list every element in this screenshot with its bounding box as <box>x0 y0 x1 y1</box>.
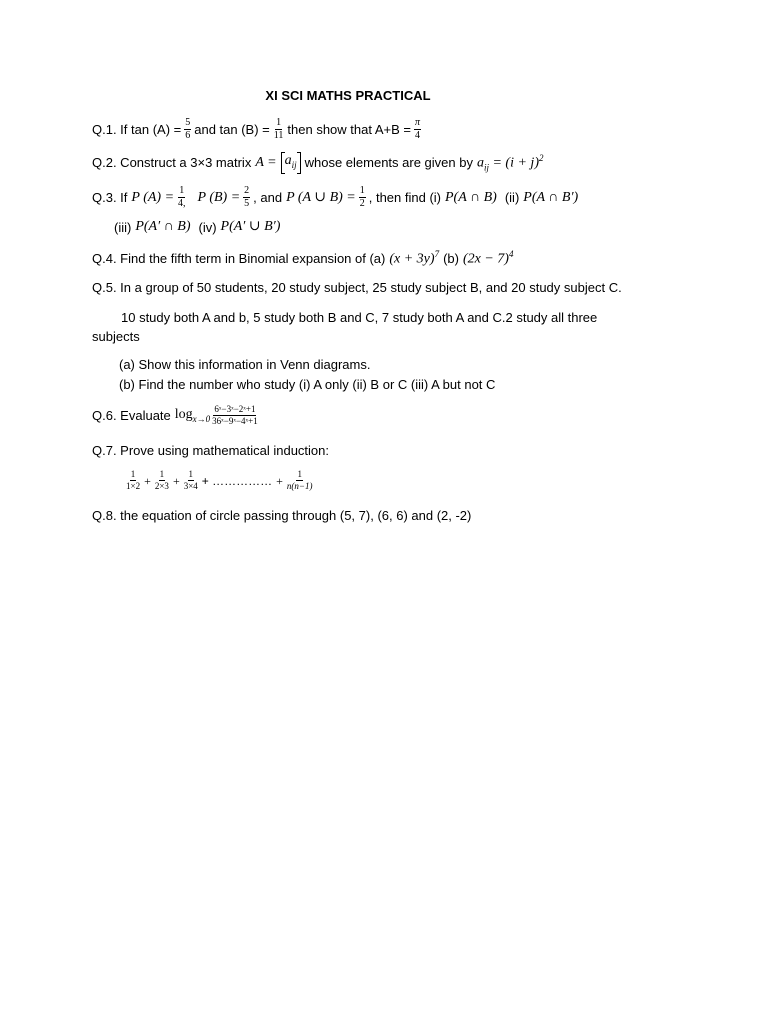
q3-part-iii: P(A′ ∩ B) <box>135 219 191 234</box>
question-3 <box>92 186 578 209</box>
q1-fraction-tan-b: $\frac{1}{11}$ <box>273 117 284 141</box>
q2-rule: $a_{ij} = (i + j)^2$ <box>476 152 544 173</box>
q1-mid: and tan (B) = <box>194 122 270 137</box>
question-1 <box>92 118 424 141</box>
q4-expr-b: $(2x - 7)^4$ <box>462 249 514 267</box>
q2-matrix-bracket: $a_{ij}$ <box>281 152 301 174</box>
q2-prefix: Q.2. Construct a 3×3 matrix <box>92 155 252 171</box>
question-6 <box>92 405 262 426</box>
question-5-line-2: 10 study both A and b, 5 study both B and C, 7 study both A and C.2 study all three <box>121 310 598 325</box>
question-5-part-a: (a) Show this information in Venn diagrams. <box>119 357 371 372</box>
q3-find: , then find (i) <box>368 190 441 205</box>
q1-tail: then show that A+B = <box>287 122 411 137</box>
q3-part-i: P(A ∩ B) <box>445 189 497 205</box>
q7-dots: + …………… <box>201 473 273 488</box>
q1-fraction-pi: $\frac{\pi}{4}$ <box>415 117 421 141</box>
q3-prefix: Q.3. If <box>92 190 128 205</box>
page-title: XI SCI MATHS PRACTICAL <box>265 88 431 103</box>
q3-pu: P (A ∪ B) = <box>286 189 356 205</box>
question-8: Q.8. the equation of circle passing through (5, 7), (6, 6) and (2, -2) <box>92 508 472 523</box>
q4-expr-a: $(x + 3y)^7$ <box>389 249 440 267</box>
q2-mid: whose elements are given by <box>304 155 473 171</box>
q4-prefix: Q.4. Find the fifth term in Binomial expansion of (a) <box>92 250 386 266</box>
question-4 <box>92 250 513 267</box>
q6-prefix: Q.6. Evaluate <box>92 408 171 423</box>
q3-ii-label: (ii) <box>504 190 520 205</box>
q3-fraction-pu: $\frac{1}{2}$ <box>359 185 365 209</box>
q3-fraction-pa: $\frac{1}{4,}$ <box>178 185 186 209</box>
question-7: Q.7. Prove using mathematical induction: <box>92 443 330 458</box>
q1-fraction-tan-a: $\frac{5}{6}$ <box>185 117 191 141</box>
q3-iv-label: (iv) <box>198 219 217 235</box>
q2-matrix-var: A = <box>255 154 277 170</box>
question-5-line-3: subjects <box>92 329 140 344</box>
q6-log: $\log_{x\to 0}$ <box>174 406 211 424</box>
question-7-series: $\frac{1}{1\times 2}$ + $\frac{1}{2\times 3}$ + $\frac{1}{3\times 4}$ + …………… + $\frac{1}{n(n-1)}$ <box>126 469 313 491</box>
q3-pa: P (A) = <box>131 189 175 205</box>
q7-term-3: $\frac{1}{3\times 4}$ <box>183 469 198 491</box>
question-5-part-b: (b) Find the number who study (i) A only (ii) B or C (iii) A but not C <box>119 377 496 392</box>
q3-iii-label: (iii) <box>114 219 132 235</box>
q1-prefix: Q.1. If tan (A) = <box>92 122 182 137</box>
q4-b-label: (b) <box>443 250 459 266</box>
q7-term-2: $\frac{1}{2\times 3}$ <box>154 469 169 491</box>
q3-part-iv: P(A′ ∪ B′) <box>220 219 281 234</box>
q7-term-1: $\frac{1}{1\times 2}$ <box>126 469 141 491</box>
question-5-line-1: Q.5. In a group of 50 students, 20 study subject, 25 study subject B, and 20 study subject C. <box>92 280 622 295</box>
q3-pb: P (B) = <box>197 189 241 205</box>
q6-fraction: $\frac{\text{6ˣ−3ˣ−2ˣ+1}}{\text{36ˣ−9ˣ−4ˣ+1}}$ <box>212 404 258 426</box>
q7-plus: + <box>276 473 283 488</box>
q3-part-ii: P(A ∩ B′) <box>523 189 579 205</box>
question-2 <box>92 152 543 174</box>
question-3-continued <box>114 220 280 234</box>
q3-mid: , and <box>253 190 283 205</box>
q7-term-n: $\frac{1}{n(n-1)}$ <box>286 469 313 491</box>
q3-fraction-pb: $\frac{2}{5}$ <box>244 185 250 209</box>
